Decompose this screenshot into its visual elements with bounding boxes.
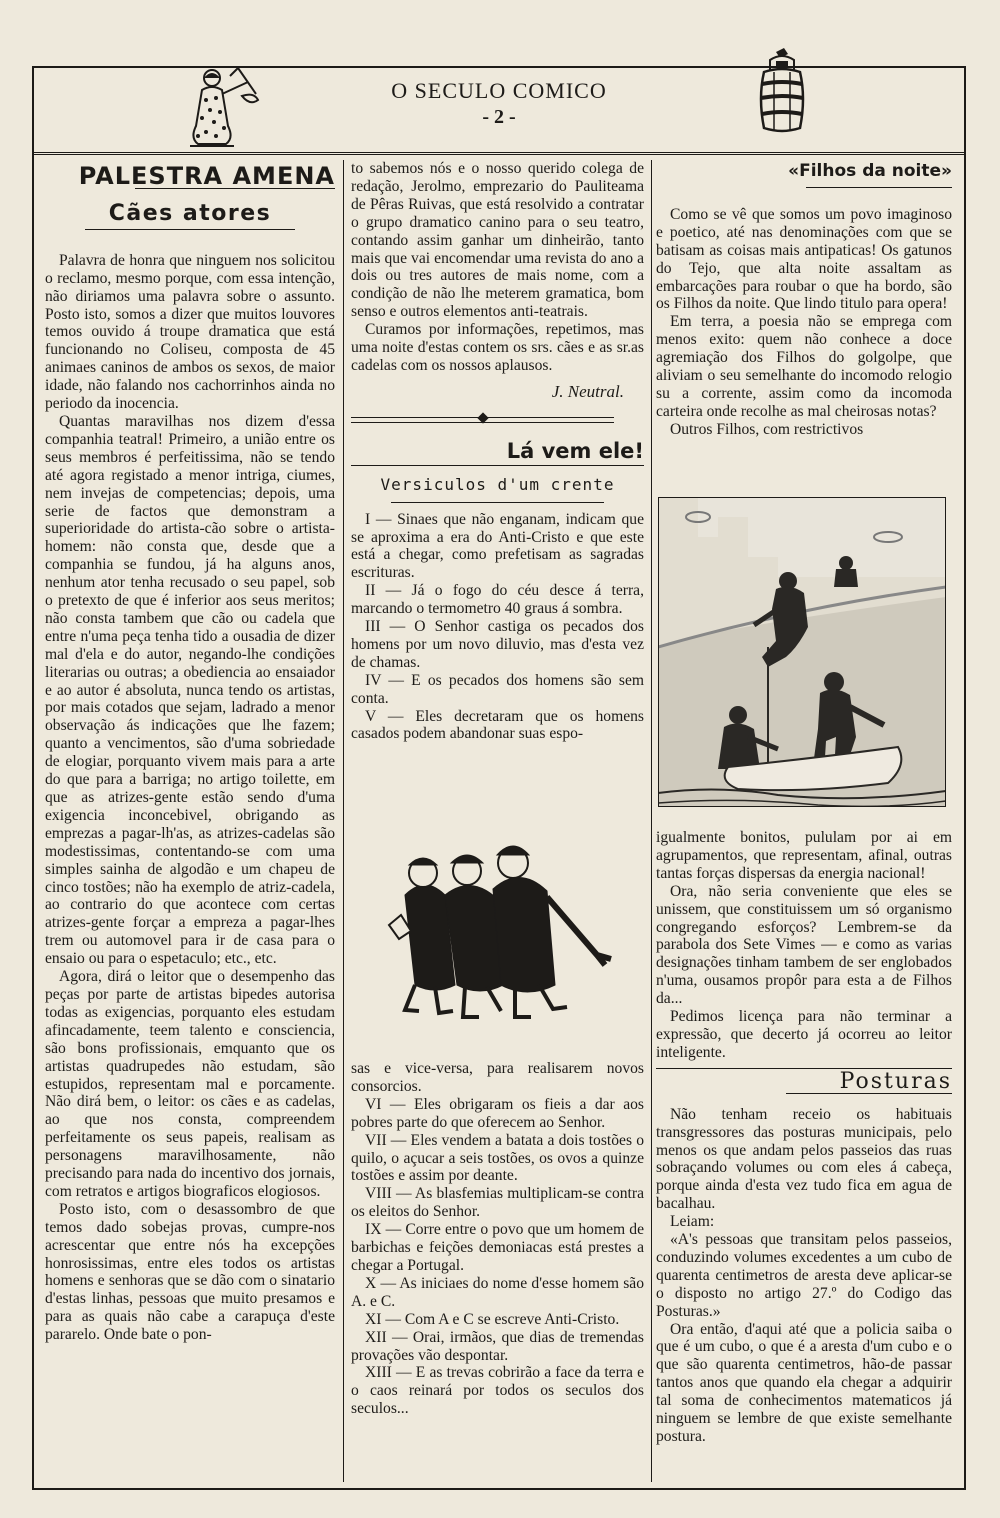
- column-separator: [651, 160, 652, 1482]
- page-number: - 2 -: [482, 106, 516, 128]
- column-middle: [351, 160, 644, 743]
- article-paragraph: Não tenham receio os habituais transgressores das posturas municipais, pelo menos os que andam pelos passeios das ruas sobraçando volumes ou com eles á cabeça, porque ainda d'esta vez tudo fica em agua de bacalhau.: [656, 1105, 952, 1213]
- verse: VII — Eles vendem a batata a dois tostões o quilo, o açucar a seis tostões, os ovos a quinze tostões e assim por deante.: [351, 1131, 644, 1185]
- column-separator: [343, 160, 344, 1482]
- column-left: [45, 162, 335, 1344]
- title-rule: [85, 229, 295, 230]
- priests-walking-illustration: [375, 835, 625, 1035]
- section-title: «Filhos da noite»: [788, 161, 952, 181]
- article-paragraph: Pedimos licença para não terminar a expressão, que decerto já ocorreu ao leitor inteligente.: [656, 1008, 952, 1061]
- subtitle-rule: [391, 502, 604, 503]
- section-title: Lá vem ele!: [506, 438, 644, 463]
- column-right: [656, 163, 952, 439]
- article-paragraph: Como se vê que somos um povo imaginoso e poetico, até nas denominações com que se batisam as coisas mais antipaticas! Os gatunos do Tejo, que alta noite assaltam as embarcações para roubar o que ha bordo, são os Filhos da noite. Que lindo titulo para opera!: [656, 205, 952, 313]
- article-paragraph: Leiam:: [670, 1213, 715, 1231]
- section-kicker: PALESTRA AMENA: [78, 162, 335, 190]
- section-title: Posturas: [839, 1068, 952, 1094]
- article-paragraph: Curamos por informações, repetimos, mas uma noite d'estas contem os srs. cães e as sr.as cadelas com os nossos aplausos.: [351, 321, 644, 374]
- verse: VI — Eles obrigaram os fieis a dar aos pobres parte do que oferecem ao Senhor.: [351, 1095, 644, 1131]
- article-paragraph: Ora, não seria conveniente que eles se unissem, que constituissem um só organismo congregando esforços? Lembrem-se da parabola dos Sete Vimes — e como as varias designações tinham tambem de ser englobados n'uma, ousamos propôr para esta a de Filhos da...: [656, 882, 952, 1008]
- section-rule: [351, 465, 644, 466]
- verse: IX — Corre entre o povo que um homem de barbichas e feições demoniacas está prestes a chegar a Portugal.: [351, 1221, 644, 1274]
- verse: sas e vice-versa, para realisarem novos consorcios.: [351, 1060, 644, 1095]
- section-subtitle: Versiculos d'um crente: [380, 474, 615, 494]
- article-paragraph: Posto isto, com o desassombro de que temos dado sobejas provas, cumpre-nos acrescentar que entre nós ha excepções honrosissimas, entre eles todos os artistas homens e senhoras que se dão com o sinatario d'estas linhas, pessoas que muito presamos e para as quais não cabe a carapuça d'este pararelo. Onde bate o pon-: [45, 1200, 335, 1344]
- article-paragraph: Ora então, d'aqui até que a policia saiba o que é um cubo, o que é a aresta d'um cubo e o que são quarenta centimetros, hão-de passar tantos anos que quando ela chegar a adquirir tal soma de conhecimentos matematicos já ninguem se lembre de que existe semelhante postura.: [656, 1320, 952, 1445]
- article-title: Cães atores: [108, 200, 272, 226]
- column-right-bottom: [656, 829, 952, 1446]
- verse: I — Sinaes que não enganam, indicam que se aproxima a era do Anti-Cristo e que este está a chegar, como prefetisam as sagradas escrituras.: [351, 510, 644, 582]
- article-paragraph: Agora, dirá o leitor que o desempenho das peças por parte de artistas bipedes autorisa todas as exigencias, porquanto eles estudam afincadamente, teem talento e consciencia, são bons profissionais, emquanto que os artistas quadrupedes não estudam, são estupidos, representam mal e porcamente. Não dirá bem, o leitor: os cães e as cadelas, ao que nos consta, compreendem perfeitamente os seus papeis, realisam as personagens maravilhosamente, não precisando para nada do incentivo dos jornais, com retratos e artigos biograficos elogiosos.: [45, 968, 335, 1200]
- article-paragraph: igualmente bonitos, pululam por ai em agrupamentos, que representam, afinal, outras tantas forças dispersas da energia nacional!: [656, 829, 952, 882]
- article-paragraph: to sabemos nós e o nosso querido colega de redação, Jerolmo, emprezario do Pauliteama de Pêras Ruivas, que está resolvido a contratar o grupo dramatico canino para o seu teatro, contando assim ganhar um dinheirão, tanto mais que vai encomendar uma revista do ano a dois ou tres autores de mais nome, com a condição de não lhe meterem gramatica, bom senso e outros elementos anti-teatrais.: [351, 160, 644, 321]
- article-paragraph: «A's pessoas que transitam pelos passeios, conduzindo volumes excedentes a um cubo de quarenta centimetros de aresta deve aplicar-se o disposto no artigo 27.º do Codigo das Posturas.»: [656, 1231, 952, 1320]
- article-paragraph: Quantas maravilhas nos dizem d'essa companhia teatral! Primeiro, a união entre os seus membros é perfeitissima, não se tendo até agora registado a menor intriga, ciumes, nem invejas de competencias; depois, uma serie de factos que demonstram a superioridade do artista-cão sobre o artista-homem: não consta que, desde que a companhia se fundou, já ha alguns anos, nenhum ator tenha recusado o seu papel, sob o pretexto de que é inferior aos seus meritos; não consta tambem que cão ou cadela que entre n'uma peça tenha tido a ousadia de dizer mal d'ela e do autor, negando-lhe condições literarias ou outras; a obediencia ao ensaiador e ao autor é absoluta, nunca tendo os artistas, por mais cotados que sejam, ladrado a menor observação ás indicações que lhe fazem; quanto a vencimentos, são d'uma sobriedade de elogiar, porquanto vivem mais para a arte do que para a barriga; no artigo toilette, em que as atrizes-gente estão sendo d'uma exigencia inconcebivel, obrigando as emprezas a pagar-lh'as, as atrizes-cadelas são modestissimas, contentando-se com uma simples sainha de algodão e um chapeu de cinco tostões; não ha exemplo de atriz-cadela, ao contrario do que acontece com certas atrizes-gente forçar a empreza a pagar-lhes trem ou automovel para ir de casa para o ensaio ou para o espetaculo; etc., etc.: [45, 412, 335, 968]
- verse: XII — Orai, irmãos, que dias de tremendas provações vão despontar.: [351, 1328, 644, 1364]
- verse: III — O Senhor castiga os pecados dos homens por um novo diluvio, mas d'esta vez de chamas.: [351, 618, 644, 671]
- column-middle-bottom: [351, 1060, 644, 1418]
- verse: V — Eles decretaram que os homens casados podem abandonar suas espo-: [351, 707, 644, 743]
- verse: XIII — E as trevas cobrirão a face da terra e o caos reinará por todos os seculos dos seculos...: [351, 1364, 644, 1418]
- article-paragraph: Outros Filhos, com restrictivos: [670, 420, 864, 438]
- verse: VIII — As blasfemias multiplicam-se contra os eleitos do Senhor.: [351, 1185, 644, 1221]
- verse: X — As iniciaes do nome d'esse homem são A. e C.: [351, 1274, 644, 1310]
- author-signature: J. Neutral.: [551, 381, 624, 401]
- verse: IV — E os pecados dos homens são sem conta.: [351, 671, 644, 707]
- article-paragraph: Palavra de honra que ninguem nos solicitou o reclamo, mesmo porque, com essa intenção, não diriamos uma palavra sobre o assunto. Posto isto, somos a dizer que muitos louvores temos ouvido á troupe dramatica que está funcionando no Coliseu, composta de 45 animaes caninos de ambos os sexos, de maior idade, não falando nos cachorrinhos ainda no periodo da inocencia.: [45, 251, 335, 413]
- article-paragraph: Em terra, a poesia não se emprega com menos exito: quem não conhece a doce agremiação dos Filhos do golgolpe, que aliviam o seu semelhante do incomodo relogio su a corrente, assim como da incomoda carteira onde recolhe as mal cheirosas notas?: [656, 313, 952, 420]
- verse: II — Já o fogo do céu desce á terra, marcando o termometro 40 graus á sombra.: [351, 582, 644, 618]
- section-rule: [806, 187, 952, 188]
- decorative-rule: [351, 417, 614, 423]
- newspaper-title: O SECULO COMICO: [391, 78, 607, 103]
- verse: XI — Com A e C se escreve Anti-Cristo.: [365, 1310, 620, 1328]
- ship-night-illustration: [658, 497, 946, 807]
